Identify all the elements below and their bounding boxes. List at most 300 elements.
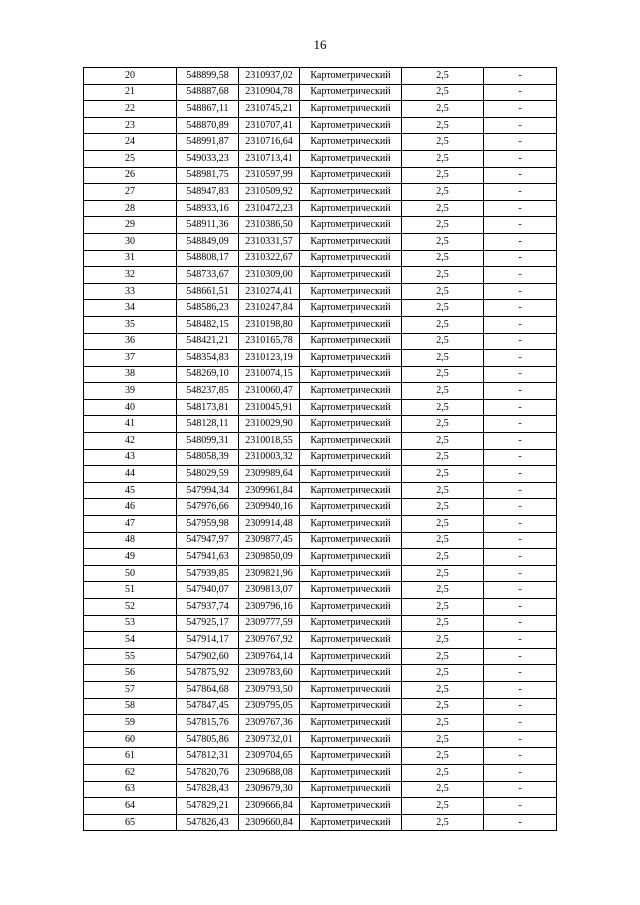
accuracy-cell: 2,5 <box>402 84 484 101</box>
x-coordinate-cell: 547805,86 <box>177 731 239 748</box>
method-cell: Картометрический <box>300 615 402 632</box>
accuracy-cell: 2,5 <box>402 333 484 350</box>
table-row <box>84 648 557 665</box>
accuracy-cell: 2,5 <box>402 648 484 665</box>
y-coordinate-cell: 2309989,64 <box>239 466 300 483</box>
y-coordinate-cell: 2309850,09 <box>239 549 300 566</box>
y-coordinate-cell: 2310716,64 <box>239 134 300 151</box>
method-cell: Картометрический <box>300 134 402 151</box>
point-number-cell: 47 <box>84 516 177 533</box>
note-cell: - <box>484 582 557 599</box>
table-row <box>84 416 557 433</box>
method-cell: Картометрический <box>300 715 402 732</box>
method-cell: Картометрический <box>300 449 402 466</box>
point-number-cell: 65 <box>84 814 177 831</box>
x-coordinate-cell: 547939,85 <box>177 565 239 582</box>
x-coordinate-cell: 548933,16 <box>177 200 239 217</box>
point-number-cell: 23 <box>84 117 177 134</box>
table-row <box>84 117 557 134</box>
x-coordinate-cell: 548911,36 <box>177 217 239 234</box>
y-coordinate-cell: 2310713,41 <box>239 150 300 167</box>
method-cell: Картометрический <box>300 698 402 715</box>
table-row <box>84 217 557 234</box>
method-cell: Картометрический <box>300 798 402 815</box>
accuracy-cell: 2,5 <box>402 433 484 450</box>
method-cell: Картометрический <box>300 731 402 748</box>
table-row <box>84 482 557 499</box>
y-coordinate-cell: 2310165,78 <box>239 333 300 350</box>
note-cell: - <box>484 565 557 582</box>
method-cell: Картометрический <box>300 665 402 682</box>
note-cell: - <box>484 167 557 184</box>
y-coordinate-cell: 2310937,02 <box>239 68 300 85</box>
method-cell: Картометрический <box>300 383 402 400</box>
method-cell: Картометрический <box>300 316 402 333</box>
y-coordinate-cell: 2310018,55 <box>239 433 300 450</box>
point-number-cell: 39 <box>84 383 177 400</box>
accuracy-cell: 2,5 <box>402 233 484 250</box>
x-coordinate-cell: 547959,98 <box>177 516 239 533</box>
point-number-cell: 40 <box>84 399 177 416</box>
x-coordinate-cell: 547940,07 <box>177 582 239 599</box>
point-number-cell: 52 <box>84 599 177 616</box>
point-number-cell: 37 <box>84 350 177 367</box>
coordinates-table-body <box>84 68 557 831</box>
y-coordinate-cell: 2310386,50 <box>239 217 300 234</box>
method-cell: Картометрический <box>300 84 402 101</box>
method-cell: Картометрический <box>300 283 402 300</box>
table-row <box>84 167 557 184</box>
accuracy-cell: 2,5 <box>402 150 484 167</box>
point-number-cell: 54 <box>84 632 177 649</box>
y-coordinate-cell: 2309877,45 <box>239 532 300 549</box>
point-number-cell: 25 <box>84 150 177 167</box>
point-number-cell: 59 <box>84 715 177 732</box>
accuracy-cell: 2,5 <box>402 715 484 732</box>
note-cell: - <box>484 68 557 85</box>
point-number-cell: 42 <box>84 433 177 450</box>
accuracy-cell: 2,5 <box>402 316 484 333</box>
table-row <box>84 233 557 250</box>
table-row <box>84 764 557 781</box>
table-row <box>84 665 557 682</box>
point-number-cell: 60 <box>84 731 177 748</box>
y-coordinate-cell: 2309961,84 <box>239 482 300 499</box>
method-cell: Картометрический <box>300 632 402 649</box>
y-coordinate-cell: 2310309,00 <box>239 267 300 284</box>
method-cell: Картометрический <box>300 764 402 781</box>
accuracy-cell: 2,5 <box>402 200 484 217</box>
point-number-cell: 21 <box>84 84 177 101</box>
note-cell: - <box>484 117 557 134</box>
point-number-cell: 38 <box>84 366 177 383</box>
point-number-cell: 49 <box>84 549 177 566</box>
note-cell: - <box>484 466 557 483</box>
note-cell: - <box>484 798 557 815</box>
x-coordinate-cell: 547925,17 <box>177 615 239 632</box>
accuracy-cell: 2,5 <box>402 366 484 383</box>
accuracy-cell: 2,5 <box>402 117 484 134</box>
table-row <box>84 748 557 765</box>
point-number-cell: 32 <box>84 267 177 284</box>
method-cell: Картометрический <box>300 333 402 350</box>
table-row <box>84 84 557 101</box>
method-cell: Картометрический <box>300 300 402 317</box>
table-row <box>84 615 557 632</box>
note-cell: - <box>484 499 557 516</box>
x-coordinate-cell: 548029,59 <box>177 466 239 483</box>
point-number-cell: 58 <box>84 698 177 715</box>
note-cell: - <box>484 632 557 649</box>
point-number-cell: 51 <box>84 582 177 599</box>
accuracy-cell: 2,5 <box>402 399 484 416</box>
x-coordinate-cell: 548808,17 <box>177 250 239 267</box>
accuracy-cell: 2,5 <box>402 283 484 300</box>
table-row <box>84 68 557 85</box>
accuracy-cell: 2,5 <box>402 499 484 516</box>
method-cell: Картометрический <box>300 582 402 599</box>
accuracy-cell: 2,5 <box>402 549 484 566</box>
point-number-cell: 29 <box>84 217 177 234</box>
method-cell: Картометрический <box>300 217 402 234</box>
method-cell: Картометрический <box>300 416 402 433</box>
accuracy-cell: 2,5 <box>402 184 484 201</box>
x-coordinate-cell: 547947,97 <box>177 532 239 549</box>
x-coordinate-cell: 548173,81 <box>177 399 239 416</box>
table-row <box>84 366 557 383</box>
table-row <box>84 333 557 350</box>
method-cell: Картометрический <box>300 150 402 167</box>
x-coordinate-cell: 547914,17 <box>177 632 239 649</box>
note-cell: - <box>484 150 557 167</box>
y-coordinate-cell: 2309732,01 <box>239 731 300 748</box>
table-row <box>84 715 557 732</box>
x-coordinate-cell: 547994,34 <box>177 482 239 499</box>
y-coordinate-cell: 2309813,07 <box>239 582 300 599</box>
table-row <box>84 499 557 516</box>
x-coordinate-cell: 547815,76 <box>177 715 239 732</box>
note-cell: - <box>484 449 557 466</box>
point-number-cell: 31 <box>84 250 177 267</box>
note-cell: - <box>484 283 557 300</box>
table-row <box>84 549 557 566</box>
accuracy-cell: 2,5 <box>402 416 484 433</box>
note-cell: - <box>484 333 557 350</box>
accuracy-cell: 2,5 <box>402 383 484 400</box>
y-coordinate-cell: 2310198,80 <box>239 316 300 333</box>
point-number-cell: 62 <box>84 764 177 781</box>
x-coordinate-cell: 547902,60 <box>177 648 239 665</box>
table-row <box>84 731 557 748</box>
page-number: 16 <box>313 37 327 52</box>
accuracy-cell: 2,5 <box>402 681 484 698</box>
x-coordinate-cell: 547847,45 <box>177 698 239 715</box>
table-row <box>84 283 557 300</box>
x-coordinate-cell: 548899,58 <box>177 68 239 85</box>
point-number-cell: 45 <box>84 482 177 499</box>
accuracy-cell: 2,5 <box>402 516 484 533</box>
y-coordinate-cell: 2310745,21 <box>239 101 300 118</box>
y-coordinate-cell: 2309914,48 <box>239 516 300 533</box>
accuracy-cell: 2,5 <box>402 134 484 151</box>
note-cell: - <box>484 532 557 549</box>
table-row <box>84 399 557 416</box>
table-row <box>84 250 557 267</box>
x-coordinate-cell: 548661,51 <box>177 283 239 300</box>
table-row <box>84 599 557 616</box>
accuracy-cell: 2,5 <box>402 217 484 234</box>
note-cell: - <box>484 200 557 217</box>
note-cell: - <box>484 781 557 798</box>
accuracy-cell: 2,5 <box>402 615 484 632</box>
x-coordinate-cell: 547875,92 <box>177 665 239 682</box>
point-number-cell: 57 <box>84 681 177 698</box>
method-cell: Картометрический <box>300 648 402 665</box>
y-coordinate-cell: 2310045,91 <box>239 399 300 416</box>
table-row <box>84 150 557 167</box>
x-coordinate-cell: 547820,76 <box>177 764 239 781</box>
point-number-cell: 24 <box>84 134 177 151</box>
y-coordinate-cell: 2309764,14 <box>239 648 300 665</box>
note-cell: - <box>484 101 557 118</box>
x-coordinate-cell: 548733,67 <box>177 267 239 284</box>
accuracy-cell: 2,5 <box>402 300 484 317</box>
note-cell: - <box>484 267 557 284</box>
point-number-cell: 53 <box>84 615 177 632</box>
point-number-cell: 27 <box>84 184 177 201</box>
y-coordinate-cell: 2310322,67 <box>239 250 300 267</box>
y-coordinate-cell: 2310060,47 <box>239 383 300 400</box>
table-row <box>84 532 557 549</box>
point-number-cell: 28 <box>84 200 177 217</box>
point-number-cell: 43 <box>84 449 177 466</box>
note-cell: - <box>484 366 557 383</box>
x-coordinate-cell: 547937,74 <box>177 599 239 616</box>
method-cell: Картометрический <box>300 68 402 85</box>
note-cell: - <box>484 250 557 267</box>
y-coordinate-cell: 2310707,41 <box>239 117 300 134</box>
y-coordinate-cell: 2309783,60 <box>239 665 300 682</box>
table-row <box>84 798 557 815</box>
point-number-cell: 44 <box>84 466 177 483</box>
y-coordinate-cell: 2310904,78 <box>239 84 300 101</box>
point-number-cell: 36 <box>84 333 177 350</box>
point-number-cell: 20 <box>84 68 177 85</box>
accuracy-cell: 2,5 <box>402 482 484 499</box>
note-cell: - <box>484 599 557 616</box>
x-coordinate-cell: 548887,68 <box>177 84 239 101</box>
method-cell: Картометрический <box>300 814 402 831</box>
accuracy-cell: 2,5 <box>402 748 484 765</box>
x-coordinate-cell: 548482,15 <box>177 316 239 333</box>
table-row <box>84 184 557 201</box>
accuracy-cell: 2,5 <box>402 798 484 815</box>
note-cell: - <box>484 648 557 665</box>
x-coordinate-cell: 547941,63 <box>177 549 239 566</box>
x-coordinate-cell: 548269,10 <box>177 366 239 383</box>
point-number-cell: 41 <box>84 416 177 433</box>
table-row <box>84 565 557 582</box>
y-coordinate-cell: 2310472,23 <box>239 200 300 217</box>
y-coordinate-cell: 2309660,84 <box>239 814 300 831</box>
table-row <box>84 383 557 400</box>
note-cell: - <box>484 482 557 499</box>
table-row <box>84 300 557 317</box>
note-cell: - <box>484 84 557 101</box>
point-number-cell: 55 <box>84 648 177 665</box>
table-row <box>84 516 557 533</box>
x-coordinate-cell: 548981,75 <box>177 167 239 184</box>
method-cell: Картометрический <box>300 482 402 499</box>
x-coordinate-cell: 548947,83 <box>177 184 239 201</box>
point-number-cell: 22 <box>84 101 177 118</box>
y-coordinate-cell: 2309777,59 <box>239 615 300 632</box>
method-cell: Картометрический <box>300 200 402 217</box>
note-cell: - <box>484 350 557 367</box>
accuracy-cell: 2,5 <box>402 449 484 466</box>
note-cell: - <box>484 300 557 317</box>
point-number-cell: 56 <box>84 665 177 682</box>
accuracy-cell: 2,5 <box>402 781 484 798</box>
note-cell: - <box>484 383 557 400</box>
x-coordinate-cell: 548354,83 <box>177 350 239 367</box>
y-coordinate-cell: 2309666,84 <box>239 798 300 815</box>
table-row <box>84 681 557 698</box>
method-cell: Картометрический <box>300 433 402 450</box>
method-cell: Картометрический <box>300 499 402 516</box>
point-number-cell: 35 <box>84 316 177 333</box>
y-coordinate-cell: 2309679,30 <box>239 781 300 798</box>
note-cell: - <box>484 316 557 333</box>
accuracy-cell: 2,5 <box>402 814 484 831</box>
x-coordinate-cell: 548237,85 <box>177 383 239 400</box>
point-number-cell: 61 <box>84 748 177 765</box>
y-coordinate-cell: 2309821,96 <box>239 565 300 582</box>
point-number-cell: 63 <box>84 781 177 798</box>
x-coordinate-cell: 548586,23 <box>177 300 239 317</box>
y-coordinate-cell: 2309940,16 <box>239 499 300 516</box>
method-cell: Картометрический <box>300 549 402 566</box>
accuracy-cell: 2,5 <box>402 532 484 549</box>
point-number-cell: 64 <box>84 798 177 815</box>
note-cell: - <box>484 416 557 433</box>
method-cell: Картометрический <box>300 781 402 798</box>
table-row <box>84 350 557 367</box>
method-cell: Картометрический <box>300 350 402 367</box>
table-row <box>84 814 557 831</box>
point-number-cell: 26 <box>84 167 177 184</box>
point-number-cell: 33 <box>84 283 177 300</box>
x-coordinate-cell: 548058,39 <box>177 449 239 466</box>
x-coordinate-cell: 547976,66 <box>177 499 239 516</box>
method-cell: Картометрический <box>300 250 402 267</box>
accuracy-cell: 2,5 <box>402 466 484 483</box>
coordinates-table <box>83 67 557 831</box>
accuracy-cell: 2,5 <box>402 698 484 715</box>
note-cell: - <box>484 399 557 416</box>
accuracy-cell: 2,5 <box>402 582 484 599</box>
y-coordinate-cell: 2309767,36 <box>239 715 300 732</box>
y-coordinate-cell: 2309767,92 <box>239 632 300 649</box>
x-coordinate-cell: 548849,09 <box>177 233 239 250</box>
table-row <box>84 316 557 333</box>
note-cell: - <box>484 433 557 450</box>
accuracy-cell: 2,5 <box>402 632 484 649</box>
point-number-cell: 46 <box>84 499 177 516</box>
table-row <box>84 698 557 715</box>
table-row <box>84 449 557 466</box>
accuracy-cell: 2,5 <box>402 665 484 682</box>
method-cell: Картометрический <box>300 681 402 698</box>
x-coordinate-cell: 548870,89 <box>177 117 239 134</box>
note-cell: - <box>484 748 557 765</box>
point-number-cell: 48 <box>84 532 177 549</box>
y-coordinate-cell: 2309688,08 <box>239 764 300 781</box>
y-coordinate-cell: 2309793,50 <box>239 681 300 698</box>
table-row <box>84 781 557 798</box>
method-cell: Картометрический <box>300 599 402 616</box>
accuracy-cell: 2,5 <box>402 350 484 367</box>
table-row <box>84 200 557 217</box>
accuracy-cell: 2,5 <box>402 565 484 582</box>
note-cell: - <box>484 233 557 250</box>
accuracy-cell: 2,5 <box>402 731 484 748</box>
accuracy-cell: 2,5 <box>402 267 484 284</box>
accuracy-cell: 2,5 <box>402 101 484 118</box>
method-cell: Картометрический <box>300 516 402 533</box>
table-row <box>84 632 557 649</box>
y-coordinate-cell: 2309795,05 <box>239 698 300 715</box>
accuracy-cell: 2,5 <box>402 764 484 781</box>
method-cell: Картометрический <box>300 565 402 582</box>
y-coordinate-cell: 2309796,16 <box>239 599 300 616</box>
y-coordinate-cell: 2310509,92 <box>239 184 300 201</box>
note-cell: - <box>484 615 557 632</box>
method-cell: Картометрический <box>300 117 402 134</box>
method-cell: Картометрический <box>300 366 402 383</box>
accuracy-cell: 2,5 <box>402 250 484 267</box>
y-coordinate-cell: 2310029,90 <box>239 416 300 433</box>
table-row <box>84 466 557 483</box>
method-cell: Картометрический <box>300 267 402 284</box>
note-cell: - <box>484 731 557 748</box>
point-number-cell: 50 <box>84 565 177 582</box>
method-cell: Картометрический <box>300 233 402 250</box>
table-row <box>84 433 557 450</box>
y-coordinate-cell: 2310247,84 <box>239 300 300 317</box>
point-number-cell: 30 <box>84 233 177 250</box>
table-row <box>84 134 557 151</box>
x-coordinate-cell: 548991,87 <box>177 134 239 151</box>
note-cell: - <box>484 814 557 831</box>
y-coordinate-cell: 2310331,57 <box>239 233 300 250</box>
note-cell: - <box>484 184 557 201</box>
accuracy-cell: 2,5 <box>402 68 484 85</box>
note-cell: - <box>484 549 557 566</box>
note-cell: - <box>484 681 557 698</box>
table-row <box>84 582 557 599</box>
note-cell: - <box>484 698 557 715</box>
y-coordinate-cell: 2310597,99 <box>239 167 300 184</box>
note-cell: - <box>484 134 557 151</box>
method-cell: Картометрический <box>300 399 402 416</box>
note-cell: - <box>484 217 557 234</box>
accuracy-cell: 2,5 <box>402 599 484 616</box>
x-coordinate-cell: 548128,11 <box>177 416 239 433</box>
x-coordinate-cell: 547829,21 <box>177 798 239 815</box>
y-coordinate-cell: 2310123,19 <box>239 350 300 367</box>
method-cell: Картометрический <box>300 532 402 549</box>
